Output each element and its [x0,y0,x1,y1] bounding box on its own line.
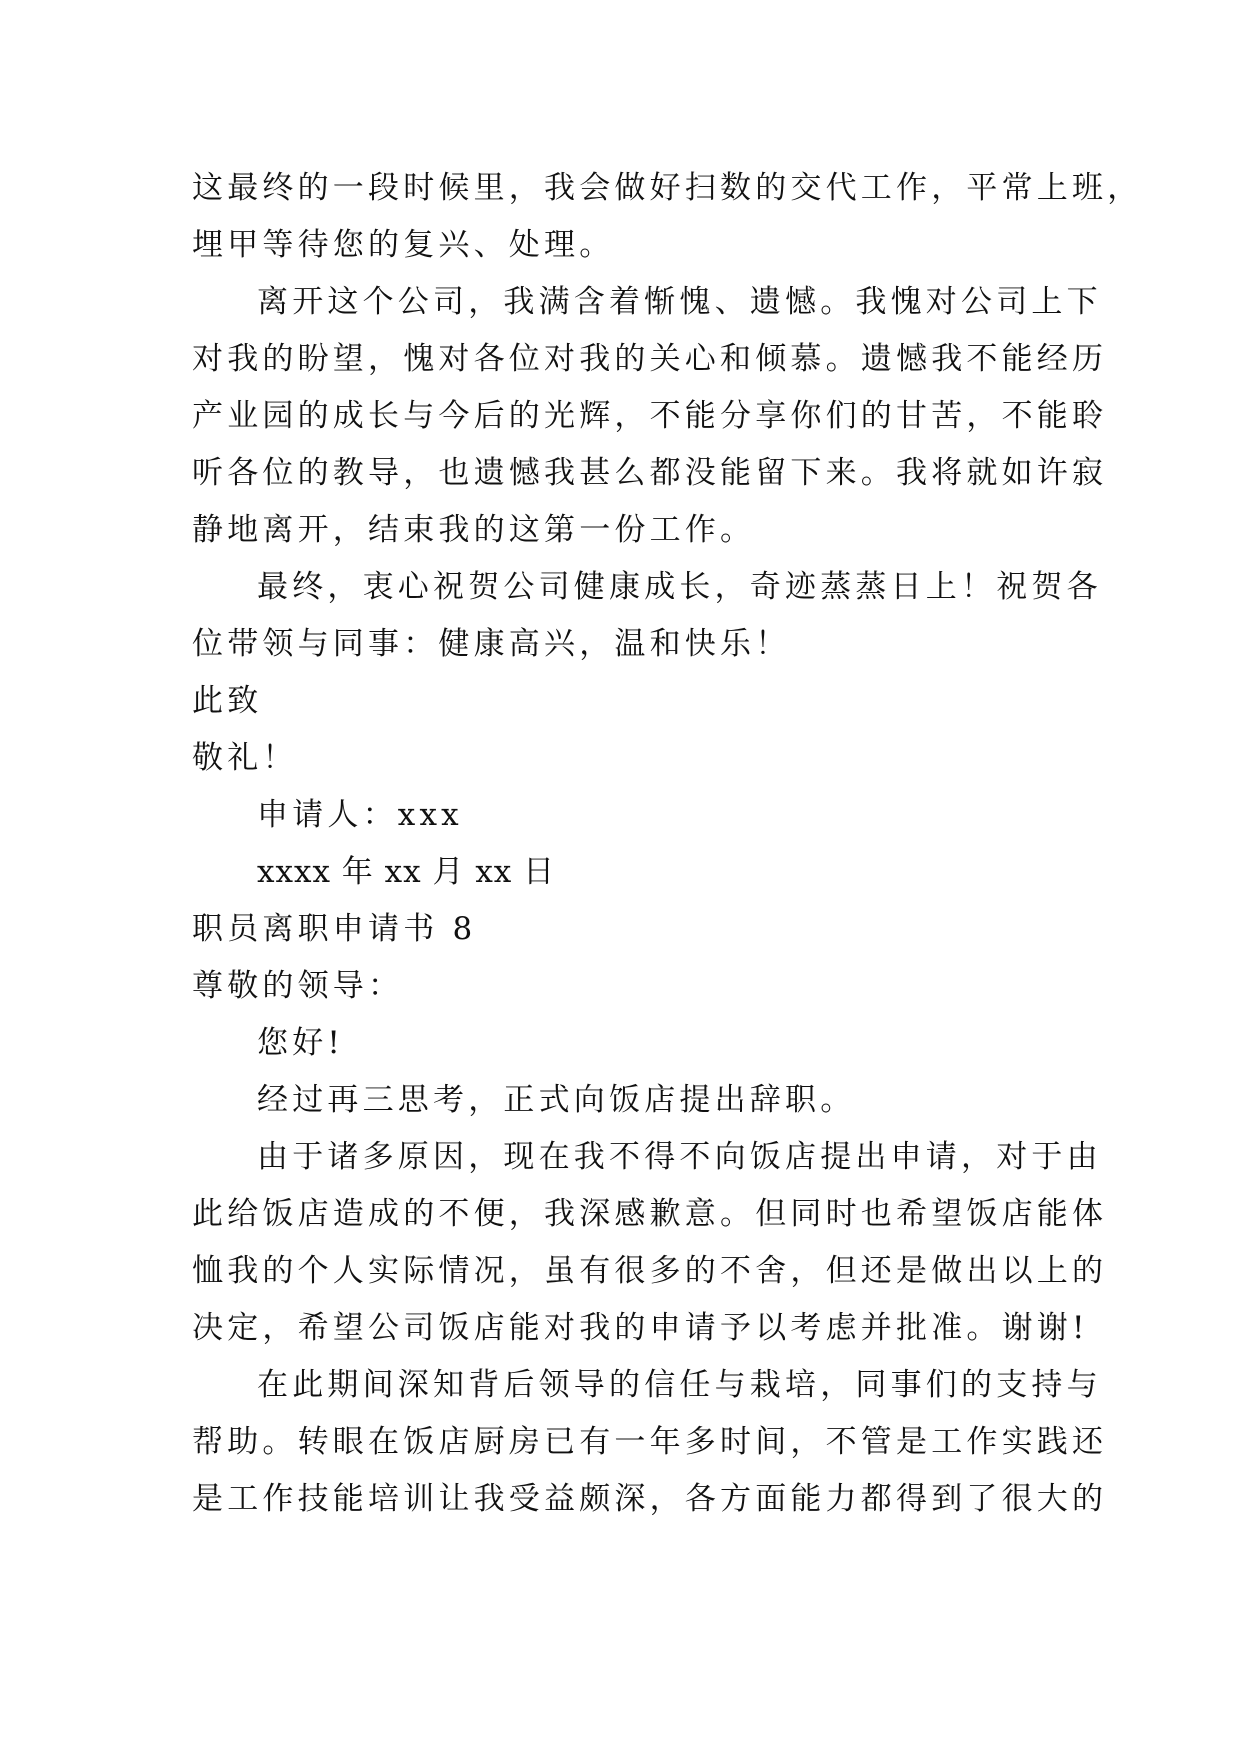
paragraph-first-line: 最终，衷心祝贺公司健康成长，奇迹蒸蒸日上！祝贺各 [257,569,1102,605]
paragraph-first-line: 经过再三思考，正式向饭店提出辞职。 [257,1082,856,1118]
paragraph-first-line: 由于诸多原因，现在我不得不向饭店提出申请，对于由 [257,1139,1102,1175]
body-text-line: 产业园的成长与今后的光辉，不能分享你们的甘苦，不能聆 [192,398,1108,434]
body-text-line: 听各位的教导，也遗憾我甚么都没能留下来。我将就如许寂 [192,455,1108,491]
body-text-line: 埋甲等待您的复兴、处理。 [192,227,615,263]
body-text-line: 是工作技能培训让我受益颇深，各方面能力都得到了很大的 [192,1481,1108,1517]
body-text-line: 位带领与同事：健康高兴，温和快乐！ [192,626,791,662]
closing-salutation: 此致 [192,683,263,719]
body-text-line: 决定，希望公司饭店能对我的申请予以考虑并批准。谢谢! [192,1310,1089,1346]
section-title: 职员离职申请书 8 [192,911,477,947]
closing-regards: 敬礼！ [192,740,298,776]
applicant-line: 申请人：xxx [257,797,463,833]
salutation: 尊敬的领导： [192,968,404,1004]
body-text-line: 帮助。转眼在饭店厨房已有一年多时间，不管是工作实践还 [192,1424,1108,1460]
paragraph-first-line: 离开这个公司，我满含着惭愧、遗憾。我愧对公司上下 [257,284,1102,320]
body-text-line: 静地离开，结束我的这第一份工作。 [192,512,756,548]
paragraph-first-line: 在此期间深知背后领导的信任与栽培，同事们的支持与 [257,1367,1102,1403]
body-text-line: 对我的盼望，愧对各位对我的关心和倾慕。遗憾我不能经历 [192,341,1108,377]
body-text-line: 这最终的一段时候里，我会做好扫数的交代工作，平常上班， [192,170,1143,206]
date-line: xxxx 年 xx 月 xx 日 [257,854,556,890]
greeting: 您好! [257,1025,345,1061]
body-text-line: 此给饭店造成的不便，我深感歉意。但同时也希望饭店能体 [192,1196,1108,1232]
body-text-line: 恤我的个人实际情况，虽有很多的不舍，但还是做出以上的 [192,1253,1108,1289]
